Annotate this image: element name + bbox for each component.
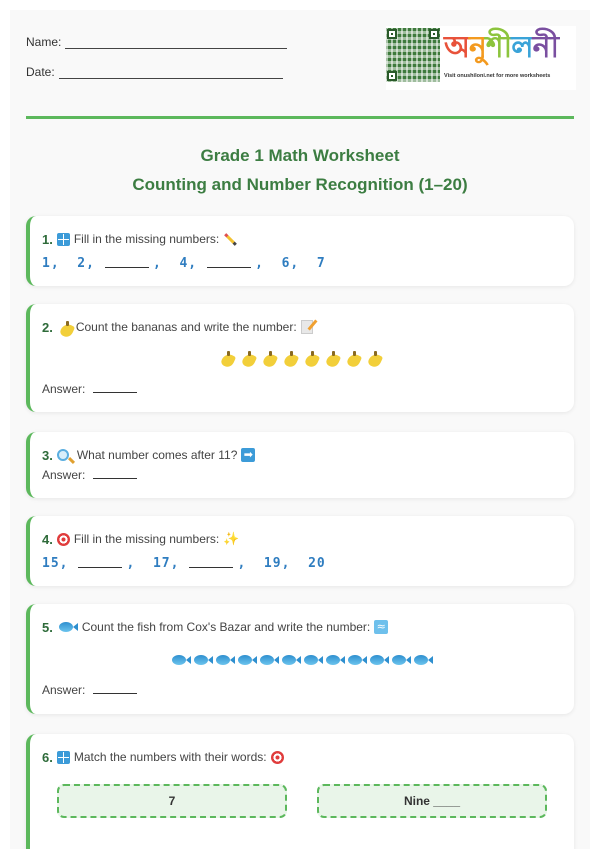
sequence-text: 1, 2, — [42, 256, 95, 271]
fish-icon — [391, 653, 411, 667]
answer-blank[interactable] — [93, 693, 137, 694]
question-number: 2. — [42, 319, 53, 335]
question-text: Count the bananas and write the number: — [75, 320, 297, 334]
fish-icon — [259, 653, 279, 667]
qr-code-icon[interactable] — [386, 28, 440, 82]
fish-icon — [171, 653, 191, 667]
number-sequence — [42, 556, 562, 571]
answer-label: Answer: — [42, 382, 86, 396]
question-prompt — [42, 748, 562, 766]
date-blank-line[interactable] — [59, 66, 283, 79]
question-card-6 — [26, 734, 574, 849]
answer-blank[interactable] — [105, 267, 149, 268]
pencil-icon — [224, 233, 237, 246]
page-title: Grade 1 Math Worksheet — [200, 146, 400, 165]
question-prompt — [42, 618, 562, 636]
banana-icon — [240, 350, 258, 368]
answer-row — [42, 382, 562, 396]
memo-icon — [301, 320, 313, 334]
brand-wordmark — [444, 26, 576, 70]
number-keypad-icon — [57, 233, 70, 246]
answer-blank[interactable] — [207, 267, 251, 268]
brand-tagline[interactable]: Visit onushiloni.net for more worksheets — [444, 73, 551, 79]
banana-icon — [282, 350, 300, 368]
fish-group — [42, 652, 562, 671]
fish-icon — [369, 653, 389, 667]
question-card-4 — [26, 516, 574, 586]
answer-blank[interactable] — [93, 392, 137, 393]
name-blank-line[interactable] — [65, 36, 287, 49]
question-number: 5. — [42, 619, 53, 635]
answer-blank[interactable] — [189, 567, 233, 568]
worksheet-page — [10, 10, 590, 849]
qr-finder-icon — [387, 29, 397, 39]
question-prompt — [42, 530, 562, 548]
name-label: Name: — [26, 35, 62, 49]
name-field — [26, 35, 287, 49]
question-number: 3. — [42, 447, 53, 463]
page-subtitle: Counting and Number Recognition (1–20) — [132, 175, 468, 194]
fish-icon — [58, 620, 78, 634]
sequence-text: , 19, 20 — [237, 556, 326, 571]
question-text: What number comes after 11? — [76, 448, 238, 462]
sequence-text: 15, — [42, 556, 69, 571]
brand-glyph: নী — [532, 30, 559, 65]
fish-icon — [325, 653, 345, 667]
answer-label: Answer: — [42, 683, 86, 697]
right-arrow-icon: ➡ — [241, 448, 255, 462]
banana-icon — [303, 350, 321, 368]
fish-icon — [193, 653, 213, 667]
question-number: 4. — [42, 531, 53, 547]
fish-icon — [413, 653, 433, 667]
fish-icon — [237, 653, 257, 667]
banana-icon — [219, 350, 237, 368]
sequence-text: , 4, — [152, 256, 198, 271]
question-number: 1. — [42, 231, 53, 247]
magnifier-icon — [57, 449, 69, 461]
banana-group — [42, 350, 562, 372]
question-text: Count the fish from Cox's Bazar and write the number: — [81, 620, 371, 634]
question-text: Fill in the missing numbers: — [73, 532, 220, 546]
answer-row — [42, 468, 562, 482]
match-row — [42, 784, 562, 818]
match-box-word[interactable]: Nine ____ — [317, 784, 547, 818]
answer-row — [42, 683, 562, 697]
banana-icon — [366, 350, 384, 368]
question-prompt — [42, 446, 562, 464]
header-divider — [26, 116, 574, 119]
answer-blank[interactable] — [78, 567, 122, 568]
brand-glyph: ল — [511, 30, 533, 65]
sequence-text: , 6, 7 — [255, 256, 326, 271]
answer-label: Answer: — [42, 468, 86, 482]
sequence-text: , 17, — [126, 556, 180, 571]
match-box-number[interactable]: 7 — [57, 784, 287, 818]
number-sequence — [42, 256, 562, 271]
date-label: Date: — [26, 65, 55, 79]
question-prompt — [42, 318, 562, 336]
brand-logo[interactable] — [386, 26, 576, 90]
brand-glyph: অ — [444, 30, 469, 65]
fish-icon — [347, 653, 367, 667]
qr-finder-icon — [429, 29, 439, 39]
sparkles-icon: ✨ — [223, 531, 240, 547]
question-card-1 — [26, 216, 574, 286]
date-field — [26, 65, 283, 79]
banana-icon — [345, 350, 363, 368]
number-keypad-icon — [57, 751, 70, 764]
fish-icon — [281, 653, 301, 667]
question-card-3 — [26, 432, 574, 498]
brand-glyph: শী — [485, 30, 512, 65]
banana-icon — [58, 320, 72, 334]
question-card-2 — [26, 304, 574, 412]
brand-glyph: নু — [468, 30, 486, 65]
qr-finder-icon — [387, 71, 397, 81]
question-text: Fill in the missing numbers: — [73, 232, 220, 246]
worksheet-header — [26, 10, 574, 120]
answer-blank[interactable] — [93, 478, 137, 479]
banana-icon — [324, 350, 342, 368]
fish-icon — [303, 653, 323, 667]
question-text: Match the numbers with their words: — [73, 750, 267, 764]
question-prompt — [42, 230, 562, 248]
target-icon — [271, 751, 284, 764]
fish-icon — [215, 653, 235, 667]
question-number: 6. — [42, 749, 53, 765]
banana-icon — [261, 350, 279, 368]
question-card-5 — [26, 604, 574, 714]
wave-icon: ≈ — [374, 620, 388, 634]
target-icon — [57, 533, 70, 546]
